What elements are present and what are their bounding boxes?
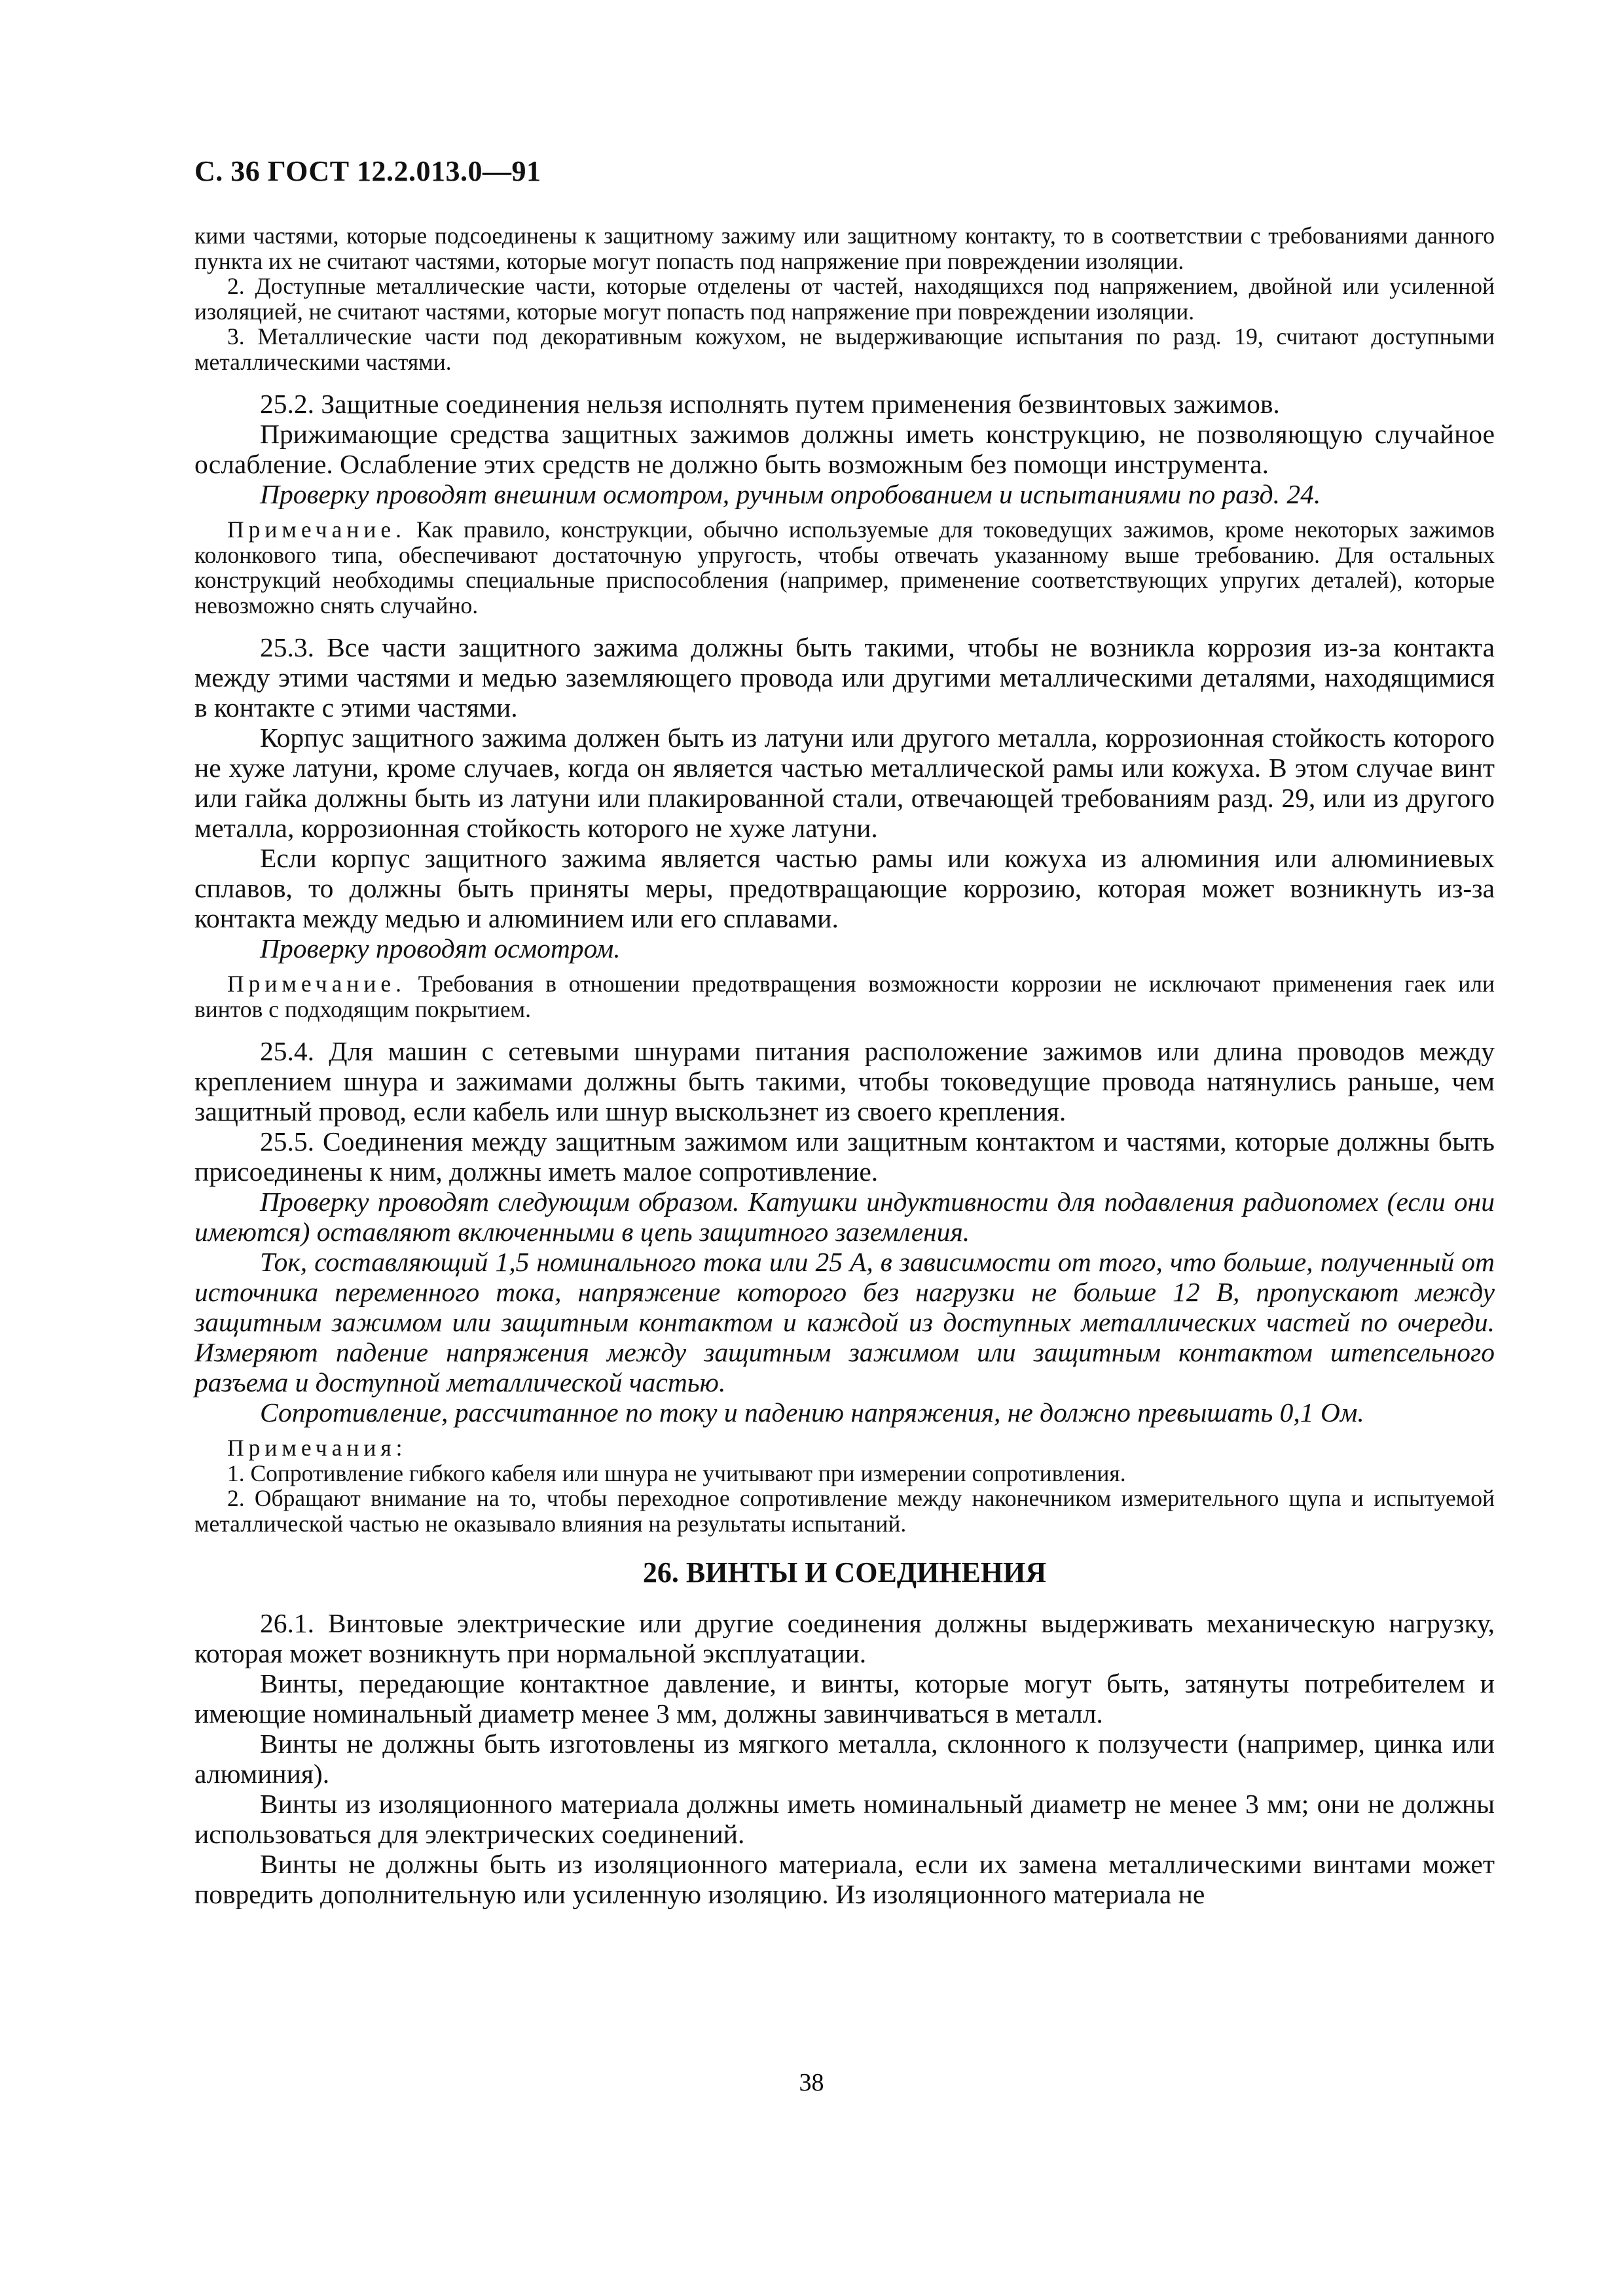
paragraph-25-4: 25.4. Для машин с сетевыми шнурами питания расположение зажимов или длина проводов между креплением шнура и зажимами должны быть такими, чтобы токоведущие провода натянулись раньше, чем защитный провод, если кабель или шнур выскользнет из своего крепления. bbox=[194, 1036, 1495, 1126]
note-25-3 bbox=[194, 971, 1495, 1022]
page-number: 38 bbox=[799, 2069, 824, 2096]
document-page bbox=[194, 154, 1495, 1909]
note-25-5-1: 1. Сопротивление гибкого кабеля или шнура не учитывают при измерении сопротивления. bbox=[227, 1460, 1126, 1486]
note-text: Как правило, конструкции, обычно используемые для токоведущих зажимов, кроме некоторых зажимов колонкового типа, обеспечивают достаточную упругость, чтобы отвечать указанному выше требованию. Для остальных конструкций необходимы специальные приспособления (например, применение соответствующих упругих деталей), которые невозможно снять случайно. bbox=[194, 516, 1495, 619]
note-continued-3: 3. Металлические части под декоративным кожухом, не выдерживающие испытания по разд. 19, считают доступными металлическими частями. bbox=[194, 323, 1495, 375]
paragraph-26-1-insulating: Винты из изоляционного материала должны иметь номинальный диаметр не менее 3 мм; они не должны использоваться для электрических соединений. bbox=[194, 1789, 1495, 1849]
note-25-2 bbox=[194, 517, 1495, 618]
paragraph-25-2: 25.2. Защитные соединения нельзя исполнять путем применения безвинтовых зажимов. bbox=[260, 389, 1280, 419]
paragraph-26-1: 26.1. Винтовые электрические или другие соединения должны выдерживать механическую нагрузку, которая может возникнуть при нормальной эксплуатации. bbox=[194, 1608, 1495, 1668]
note-25-5-2: 2. Обращают внимание на то, чтобы переходное сопротивление между наконечником измерительного щупа и испытуемой металлической частью не оказывало влияния на результаты испытаний. bbox=[194, 1485, 1495, 1537]
check-25-3: Проверку проводят осмотром. bbox=[260, 933, 621, 963]
note-text: Требования в отношении предотвращения возможности коррозии не исключают применения гаек или винтов с подходящим покрытием. bbox=[194, 971, 1495, 1022]
note-label: Примечание. bbox=[227, 516, 406, 543]
section-26-heading: 26. ВИНТЫ И СОЕДИНЕНИЯ bbox=[642, 1556, 1047, 1588]
note-continued-2: 2. Доступные металлические части, которые отделены от частей, находящихся под напряжением, двойной или усиленной изоляцией, не считают частями, которые могут попасть под напряжение при повреждении изоляции. bbox=[194, 273, 1495, 325]
paragraph-25-3-body: Корпус защитного зажима должен быть из латуни или другого металла, коррозионная стойкость которого не хуже латуни, кроме случаев, когда он является частью металлической рамы или кожуха. В этом случае винт или гайка должны быть из латуни или плакированной стали, отвечающей требованиям разд. 29, или из другого металла, коррозионная стойкость которого не хуже латуни. bbox=[194, 723, 1495, 843]
paragraph-25-2-clamping: Прижимающие средства защитных зажимов должны иметь конструкцию, не позволяющую случайное ослабление. Ослабление этих средств не должно быть возможным без помощи инструмента. bbox=[194, 419, 1495, 479]
check-25-5-resistance: Сопротивление, рассчитанное по току и падению напряжения, не должно превышать 0,1 Ом. bbox=[260, 1397, 1364, 1427]
check-25-2: Проверку проводят внешним осмотром, ручным опробованием и испытаниями по разд. 24. bbox=[260, 479, 1321, 509]
note-label: Примечание. bbox=[227, 971, 406, 997]
paragraph-26-1-replacement: Винты не должны быть из изоляционного материала, если их замена металлическими винтами может повредить дополнительную или усиленную изоляцию. Из изоляционного материала не bbox=[194, 1849, 1495, 1909]
paragraph-26-1-soft-metal: Винты не должны быть изготовлены из мягкого металла, склонного к ползучести (например, цинка или алюминия). bbox=[194, 1729, 1495, 1789]
paragraph-26-1-screws: Винты, передающие контактное давление, и винты, которые могут быть, затянуты потребителем и имеющие номинальный диаметр менее 3 мм, должны завинчиваться в металл. bbox=[194, 1668, 1495, 1729]
paragraph-25-3: 25.3. Все части защитного зажима должны быть такими, чтобы не возникла коррозия из-за контакта между этими частями и медью заземляющего провода или другими металлическими деталями, находящимися в контакте с этими частями. bbox=[194, 632, 1495, 723]
notes-label: Примечания: bbox=[227, 1435, 407, 1461]
check-25-5-method: Проверку проводят следующим образом. Катушки индуктивности для подавления радиопомех (если они имеются) оставляют включенными в цепь защитного заземления. bbox=[194, 1187, 1495, 1247]
page-header: С. 36 ГОСТ 12.2.013.0—91 bbox=[194, 155, 541, 187]
note-continued-1: кими частями, которые подсоединены к защитному зажиму или защитному контакту, то в соответствии с требованиями данного пункта их не считают частями, которые могут попасть под напряжение при повреждении изоляции. bbox=[194, 223, 1495, 274]
check-25-5-current: Ток, составляющий 1,5 номинального тока или 25 А, в зависимости от того, что больше, полученный от источника переменного тока, напряжение которого без нагрузки не больше 12 В, пропускают между защитным зажимом или защитным контактом и каждой из доступных металлических частей по очереди. Измеряют падение напряжения между защитным зажимом или защитным контактом штепсельного разъема и доступной металлической частью. bbox=[194, 1247, 1495, 1397]
paragraph-25-5: 25.5. Соединения между защитным зажимом или защитным контактом и частями, которые должны быть присоединены к ним, должны иметь малое сопротивление. bbox=[194, 1126, 1495, 1187]
paragraph-25-3-aluminium: Если корпус защитного зажима является частью рамы или кожуха из алюминия или алюминиевых сплавов, то должны быть приняты меры, предотвращающие коррозию, которая может возникнуть из-за контакта между медью и алюминием или его сплавами. bbox=[194, 843, 1495, 933]
